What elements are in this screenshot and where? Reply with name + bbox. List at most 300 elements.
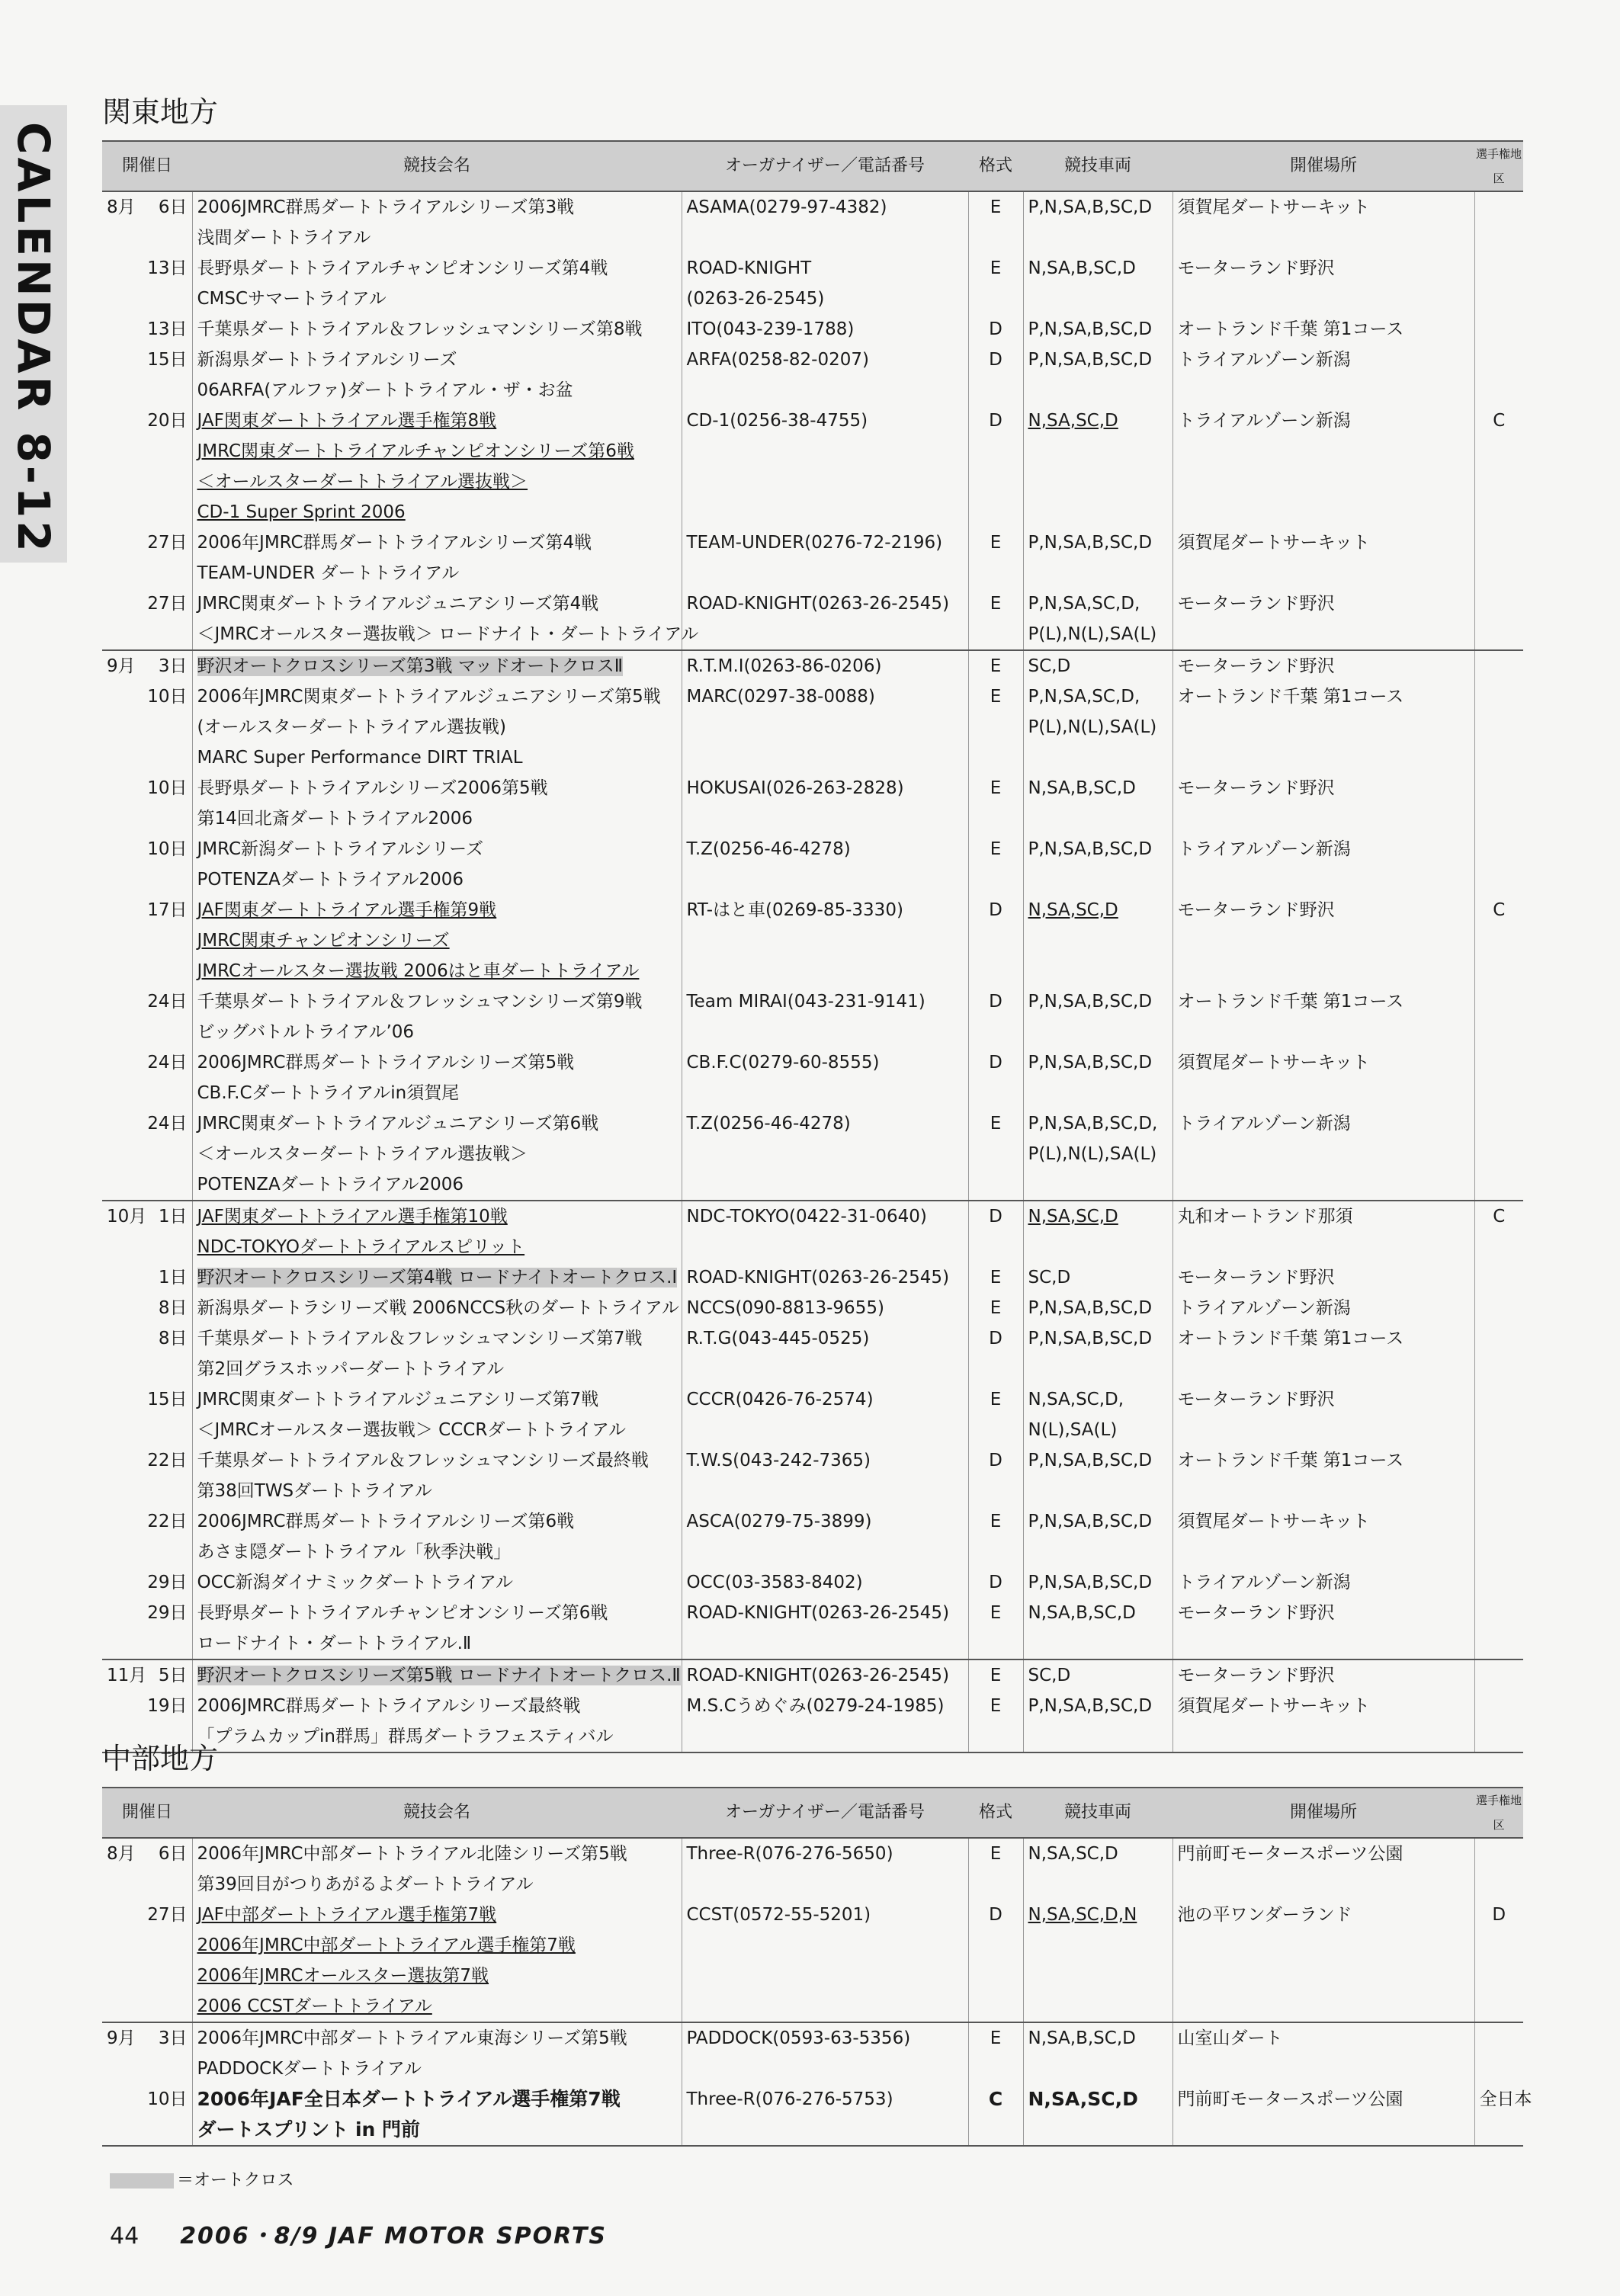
cell-date xyxy=(102,1384,192,1445)
cell-event xyxy=(192,1838,682,1900)
cell-day: 3日 xyxy=(158,2028,188,2048)
cell-day: 5日 xyxy=(158,1666,188,1685)
event-name-line: 2006JMRC群馬ダートトライアルシリーズ第5戦 xyxy=(197,1053,575,1073)
event-name-line: ＜オールスターダートトライアル選抜戦＞ xyxy=(197,1144,528,1164)
event-name-line: 2006年JMRCオールスター選抜第7戦 xyxy=(197,1966,489,1986)
table-row xyxy=(102,588,1523,650)
cell-day: 24日 xyxy=(147,992,188,1012)
cell-venue: モーターランド野沢 xyxy=(1172,1384,1474,1445)
event-name-line: PADDOCKダートトライアル xyxy=(197,2059,422,2079)
cell-format: D xyxy=(968,1567,1023,1598)
cell-event xyxy=(192,1108,682,1201)
event-name-line xyxy=(197,1660,681,1691)
organizer-line: CB.F.C(0279-60-8555) xyxy=(686,1053,880,1073)
cell-month: 11月 xyxy=(107,1666,147,1685)
cell-format: D xyxy=(968,895,1023,986)
event-name-line: 長野県ダートトライアルチャンピオンシリーズ第6戦 xyxy=(197,1603,608,1623)
cell-day: 1日 xyxy=(158,1268,188,1287)
cell-region xyxy=(1474,1108,1523,1201)
cell-vehicles xyxy=(1023,1262,1172,1293)
cell-day: 17日 xyxy=(147,900,188,920)
cell-region xyxy=(1474,314,1523,345)
autocross-highlight: 野沢オートクロスシリーズ第3戦 マッドオートクロスⅡ xyxy=(197,656,624,676)
cell-venue: オートランド千葉 第1コース xyxy=(1172,986,1474,1047)
cell-venue: トライアルゾーン新潟 xyxy=(1172,1108,1474,1201)
cell-event xyxy=(192,253,682,314)
vehicle-line: N,SA,SC,D,N xyxy=(1028,1905,1137,1925)
autocross-highlight: 野沢オートクロスシリーズ第5戦 ロードナイトオートクロス.Ⅱ xyxy=(197,1666,681,1685)
vehicle-line: N,SA,SC,D xyxy=(1028,900,1118,920)
cell-event xyxy=(192,528,682,588)
vehicle-line: P,N,SA,B,SC,D xyxy=(1028,1573,1153,1592)
cell-format: E xyxy=(968,1838,1023,1900)
cell-date xyxy=(102,1567,192,1598)
table-row xyxy=(102,986,1523,1047)
cell-event xyxy=(192,834,682,895)
cell-organizer xyxy=(682,1108,968,1201)
vehicle-line: N,SA,SC,D, xyxy=(1028,1390,1124,1409)
legend xyxy=(110,2169,294,2192)
cell-region xyxy=(1474,253,1523,314)
event-name-line: ＜JMRCオールスター選抜戦＞ CCCRダートトライアル xyxy=(197,1420,627,1440)
cell-event xyxy=(192,314,682,345)
event-name-line: 新潟県ダートラシリーズ戦 2006NCCS秋のダートトライアル xyxy=(197,1298,679,1318)
cell-date xyxy=(102,773,192,834)
cell-format: E xyxy=(968,191,1023,253)
cell-event xyxy=(192,588,699,650)
cell-format: E xyxy=(968,1506,1023,1567)
cell-organizer xyxy=(682,1598,968,1659)
organizer-line: ASCA(0279-75-3899) xyxy=(686,1512,872,1531)
table-row xyxy=(102,2084,1523,2146)
cell-month: 8月 xyxy=(107,197,136,217)
cell-vehicles xyxy=(1023,1293,1172,1323)
event-name-line: 2006JMRC群馬ダートトライアルシリーズ最終戦 xyxy=(197,1696,581,1716)
table-row xyxy=(102,1108,1523,1201)
vehicle-line: P,N,SA,SC,D, xyxy=(1028,687,1140,707)
event-name-line: CMSCサマートライアル xyxy=(197,289,387,309)
event-name-line: 第39回目がつりあがるよダートトライアル xyxy=(197,1874,534,1894)
event-name-line: ＜オールスターダートトライアル選抜戦＞ xyxy=(197,472,528,492)
cell-vehicles xyxy=(1023,2022,1172,2084)
cell-region xyxy=(1474,1293,1523,1323)
cell-event xyxy=(192,191,682,253)
cell-day: 19日 xyxy=(147,1696,188,1716)
event-name-line: MARC Super Performance DIRT TRIAL xyxy=(197,748,523,768)
cell-day: 20日 xyxy=(147,411,188,431)
vehicle-line: P,N,SA,B,SC,D, xyxy=(1028,1114,1158,1134)
organizer-line: R.T.G(043-445-0525) xyxy=(686,1329,870,1348)
cell-format: E xyxy=(968,834,1023,895)
cell-date xyxy=(102,2022,192,2084)
header-format: 格式 xyxy=(968,1788,1023,1838)
cell-format: D xyxy=(968,1047,1023,1108)
cell-vehicles xyxy=(1023,314,1172,345)
event-name-line: JAF中部ダートトライアル選手権第7戦 xyxy=(197,1905,497,1925)
event-name-line: (オールスターダートトライアル選抜戦) xyxy=(197,717,506,737)
cell-venue: オートランド千葉 第1コース xyxy=(1172,1445,1474,1506)
cell-venue: 須賀尾ダートサーキット xyxy=(1172,1506,1474,1567)
organizer-line: ROAD-KNIGHT(0263-26-2545) xyxy=(686,1666,950,1685)
cell-venue: モーターランド野沢 xyxy=(1172,650,1474,681)
cell-day: 27日 xyxy=(147,533,188,553)
cell-month: 8月 xyxy=(107,1844,136,1864)
vehicle-line: P,N,SA,B,SC,D xyxy=(1028,350,1153,370)
vehicle-line: P,N,SA,B,SC,D xyxy=(1028,1696,1153,1716)
cell-date xyxy=(102,191,192,253)
event-name-line: 第38回TWSダートトライアル xyxy=(197,1481,432,1501)
event-name-line: CD-1 Super Sprint 2006 xyxy=(197,502,406,522)
cell-date xyxy=(102,1659,192,1691)
event-name-line xyxy=(197,1262,677,1293)
chubu-table xyxy=(102,1787,1532,2147)
cell-format: E xyxy=(968,1108,1023,1201)
cell-venue: 山室山ダート xyxy=(1172,2022,1474,2084)
cell-venue: 須賀尾ダートサーキット xyxy=(1172,191,1474,253)
cell-vehicles xyxy=(1023,191,1172,253)
organizer-line: T.Z(0256-46-4278) xyxy=(686,839,851,859)
table-row xyxy=(102,773,1523,834)
cell-day: 24日 xyxy=(147,1114,188,1134)
cell-vehicles xyxy=(1023,253,1172,314)
legend-text: ＝オートクロス xyxy=(177,2171,294,2190)
cell-venue: 門前町モータースポーツ公園 xyxy=(1172,1838,1474,1900)
header-event: 競技会名 xyxy=(192,1788,682,1838)
event-name-line: JAF関東ダートトライアル選手権第8戦 xyxy=(197,411,497,431)
cell-organizer xyxy=(682,1384,968,1445)
cell-region xyxy=(1474,528,1523,588)
cell-vehicles xyxy=(1023,895,1172,986)
cell-format: E xyxy=(968,1659,1023,1691)
cell-region: C xyxy=(1474,406,1523,528)
organizer-line: PADDOCK(0593-63-5356) xyxy=(686,2028,911,2048)
cell-vehicles xyxy=(1023,528,1172,588)
cell-date xyxy=(102,895,192,986)
cell-organizer xyxy=(682,1323,968,1384)
cell-venue: モーターランド野沢 xyxy=(1172,253,1474,314)
event-name-line: JMRC関東ダートトライアルチャンピオンシリーズ第6戦 xyxy=(197,441,634,461)
event-name-line: 2006年JMRC中部ダートトライアル東海シリーズ第5戦 xyxy=(197,2028,627,2048)
cell-day: 22日 xyxy=(147,1451,188,1470)
cell-region xyxy=(1474,1445,1523,1506)
cell-venue: オートランド千葉 第1コース xyxy=(1172,314,1474,345)
organizer-line: M.S.Cうめぐみ(0279-24-1985) xyxy=(686,1696,945,1716)
table-row xyxy=(102,834,1523,895)
cell-region xyxy=(1474,773,1523,834)
cell-vehicles xyxy=(1023,1567,1172,1598)
cell-vehicles xyxy=(1023,1838,1172,1900)
cell-event xyxy=(192,1262,682,1293)
cell-date xyxy=(102,253,192,314)
table-row xyxy=(102,1445,1523,1506)
cell-region: C xyxy=(1474,1201,1523,1262)
organizer-line: (0263-26-2545) xyxy=(686,289,825,309)
cell-day: 27日 xyxy=(147,1905,188,1925)
cell-vehicles xyxy=(1023,345,1172,406)
event-name-line: NDC-TOKYOダートトライアルスピリット xyxy=(197,1237,525,1257)
cell-region xyxy=(1474,1323,1523,1384)
cell-vehicles xyxy=(1023,1506,1172,1567)
vehicle-line: N,SA,SC,D xyxy=(1028,2088,1138,2110)
cell-vehicles xyxy=(1023,1047,1172,1108)
cell-format: E xyxy=(968,1384,1023,1445)
cell-vehicles xyxy=(1023,650,1172,681)
cell-date xyxy=(102,1598,192,1659)
vehicle-line: N,SA,SC,D xyxy=(1028,1207,1118,1227)
vehicle-line: P(L),N(L),SA(L) xyxy=(1028,717,1157,737)
table-row xyxy=(102,253,1523,314)
cell-date xyxy=(102,986,192,1047)
cell-organizer xyxy=(682,528,968,588)
event-name-line: 2006年JMRC群馬ダートトライアルシリーズ第4戦 xyxy=(197,533,592,553)
cell-day: 10日 xyxy=(147,687,188,707)
event-name-line: POTENZAダートトライアル2006 xyxy=(197,870,464,890)
header-venue: 開催場所 xyxy=(1172,141,1474,191)
cell-date xyxy=(102,681,192,773)
table-row xyxy=(102,895,1523,986)
event-name-line: あさま隠ダートトライアル「秋季決戦」 xyxy=(197,1542,512,1562)
table-row xyxy=(102,650,1523,681)
cell-format: E xyxy=(968,681,1023,773)
event-name-line: JAF関東ダートトライアル選手権第9戦 xyxy=(197,900,497,920)
event-name-line: 2006年JMRC関東ダートトライアルジュニアシリーズ第5戦 xyxy=(197,687,661,707)
cell-vehicles xyxy=(1023,834,1172,895)
cell-region xyxy=(1474,1262,1523,1293)
table-row xyxy=(102,1900,1523,2022)
organizer-line: NCCS(090-8813-9655) xyxy=(686,1298,884,1318)
cell-format: D xyxy=(968,314,1023,345)
cell-vehicles xyxy=(1023,406,1172,528)
vehicle-line: P,N,SA,SC,D, xyxy=(1028,594,1140,614)
event-name-line: 2006JMRC群馬ダートトライアルシリーズ第3戦 xyxy=(197,197,575,217)
chubu-section xyxy=(102,1740,1532,2147)
cell-organizer xyxy=(682,650,968,681)
cell-format: D xyxy=(968,986,1023,1047)
vehicle-line: P(L),N(L),SA(L) xyxy=(1028,1144,1157,1164)
organizer-line: ROAD-KNIGHT xyxy=(686,258,812,278)
vehicle-line: N,SA,B,SC,D xyxy=(1028,1603,1136,1623)
vehicle-line: P,N,SA,B,SC,D xyxy=(1028,319,1153,339)
cell-region xyxy=(1474,191,1523,253)
event-name-line: 新潟県ダートトライアルシリーズ xyxy=(197,350,457,370)
event-name-line: JMRC関東ダートトライアルジュニアシリーズ第6戦 xyxy=(197,1114,599,1134)
cell-event xyxy=(192,1598,682,1659)
event-name-line: TEAM-UNDER ダートトライアル xyxy=(197,563,460,583)
header-venue: 開催場所 xyxy=(1172,1788,1474,1838)
cell-format: D xyxy=(968,406,1023,528)
event-name-line: 2006年JMRC中部ダートトライアル選手権第7戦 xyxy=(197,1935,576,1955)
cell-venue: 須賀尾ダートサーキット xyxy=(1172,528,1474,588)
organizer-line: TEAM-UNDER(0276-72-2196) xyxy=(686,533,943,553)
kanto-table xyxy=(102,140,1523,1753)
cell-vehicles xyxy=(1023,1900,1172,2022)
table-row xyxy=(102,1384,1523,1445)
organizer-line: CD-1(0256-38-4755) xyxy=(686,411,868,431)
cell-region xyxy=(1474,1598,1523,1659)
table-row xyxy=(102,345,1523,406)
cell-vehicles xyxy=(1023,681,1172,773)
table-row xyxy=(102,1659,1523,1691)
organizer-line: T.W.S(043-242-7365) xyxy=(686,1451,871,1470)
cell-day: 10日 xyxy=(147,2089,188,2109)
header-vehicles: 競技車両 xyxy=(1023,1788,1172,1838)
cell-organizer xyxy=(682,986,968,1047)
cell-vehicles xyxy=(1023,1659,1172,1691)
cell-region xyxy=(1474,1047,1523,1108)
table-row xyxy=(102,528,1523,588)
cell-event xyxy=(192,1201,682,1262)
event-name-line: POTENZAダートトライアル2006 xyxy=(197,1175,464,1194)
cell-format: D xyxy=(968,1900,1023,2022)
event-name-line: 2006年JAF全日本ダートトライアル選手権第7戦 xyxy=(197,2088,621,2110)
vehicle-line: SC,D xyxy=(1028,1268,1071,1287)
vehicle-line: N,SA,SC,D xyxy=(1028,411,1118,431)
header-organizer: オーガナイザー／電話番号 xyxy=(682,141,968,191)
cell-format: E xyxy=(968,1691,1023,1752)
event-name-line: ビッグバトルトライアル’06 xyxy=(197,1022,415,1042)
cell-date xyxy=(102,1201,192,1262)
cell-venue: トライアルゾーン新潟 xyxy=(1172,406,1474,528)
cell-organizer xyxy=(682,1838,968,1900)
cell-event xyxy=(192,1567,682,1598)
cell-format: E xyxy=(968,1598,1023,1659)
cell-vehicles xyxy=(1023,1598,1172,1659)
cell-organizer xyxy=(682,1262,968,1293)
publication-title: 2006・8/9 JAF MOTOR SPORTS xyxy=(180,2223,607,2250)
cell-day: 24日 xyxy=(147,1053,188,1073)
organizer-line: MARC(0297-38-0088) xyxy=(686,687,875,707)
cell-organizer xyxy=(682,681,968,773)
chubu-title: 中部地方 xyxy=(102,1742,219,1775)
table-row xyxy=(102,1506,1523,1567)
cell-region xyxy=(1474,1384,1523,1445)
cell-month: 10月 xyxy=(107,1207,147,1227)
cell-format: D xyxy=(968,1445,1023,1506)
cell-event xyxy=(192,2022,682,2084)
organizer-line: OCC(03-3583-8402) xyxy=(686,1573,863,1592)
cell-organizer xyxy=(682,1506,968,1567)
event-name-line: ロードナイト・ダートトライアル.Ⅱ xyxy=(197,1634,472,1653)
vehicle-line: N,SA,B,SC,D xyxy=(1028,778,1136,798)
cell-vehicles xyxy=(1023,1323,1172,1384)
cell-event xyxy=(192,895,682,986)
cell-date xyxy=(102,1838,192,1900)
organizer-line: Three-R(076-276-5650) xyxy=(686,1844,893,1864)
cell-date xyxy=(102,1108,192,1201)
organizer-line: Three-R(076-276-5753) xyxy=(686,2089,893,2109)
cell-format: D xyxy=(968,1201,1023,1262)
vehicle-line: N,SA,SC,D xyxy=(1028,1844,1118,1864)
event-name-line: 千葉県ダートトライアル＆フレッシュマンシリーズ第8戦 xyxy=(197,319,643,339)
cell-venue: 須賀尾ダートサーキット xyxy=(1172,1047,1474,1108)
cell-date xyxy=(102,650,192,681)
cell-date xyxy=(102,406,192,528)
vehicle-line: N(L),SA(L) xyxy=(1028,1420,1118,1440)
vehicle-line: P,N,SA,B,SC,D xyxy=(1028,992,1153,1012)
vehicle-line: P,N,SA,B,SC,D xyxy=(1028,839,1153,859)
cell-month: 9月 xyxy=(107,2028,136,2048)
vehicle-line: N,SA,B,SC,D xyxy=(1028,2028,1136,2048)
cell-organizer xyxy=(682,1293,968,1323)
cell-venue: オートランド千葉 第1コース xyxy=(1172,1323,1474,1384)
event-name-line: JAF関東ダートトライアル選手権第10戦 xyxy=(197,1207,508,1227)
table-header xyxy=(102,141,1523,191)
cell-region xyxy=(1474,1838,1523,1900)
event-name-line: JMRC新潟ダートトライアルシリーズ xyxy=(197,839,483,859)
event-name-line: 2006JMRC群馬ダートトライアルシリーズ第6戦 xyxy=(197,1512,575,1531)
vehicle-line: SC,D xyxy=(1028,656,1071,676)
cell-date xyxy=(102,2084,192,2146)
cell-vehicles xyxy=(1023,1384,1172,1445)
organizer-line: ITO(043-239-1788) xyxy=(686,319,855,339)
event-name-line: 長野県ダートトライアルシリーズ2006第5戦 xyxy=(197,778,548,798)
cell-event xyxy=(192,406,682,528)
cell-format: E xyxy=(968,253,1023,314)
table-row xyxy=(102,314,1523,345)
cell-format: E xyxy=(968,2022,1023,2084)
vehicle-line: P,N,SA,B,SC,D xyxy=(1028,1053,1153,1073)
table-row xyxy=(102,1262,1523,1293)
cell-vehicles xyxy=(1023,2084,1172,2146)
event-name-line: 浅間ダートトライアル xyxy=(197,228,371,248)
table-row xyxy=(102,1567,1523,1598)
cell-organizer xyxy=(682,2022,968,2084)
organizer-line: ASAMA(0279-97-4382) xyxy=(686,197,887,217)
organizer-line: RT-はと車(0269-85-3330) xyxy=(686,900,903,920)
header-date: 開催日 xyxy=(102,141,192,191)
vehicle-line: P(L),N(L),SA(L) xyxy=(1028,624,1157,644)
cell-region xyxy=(1474,345,1523,406)
organizer-line: CCST(0572-55-5201) xyxy=(686,1905,871,1925)
vehicle-line: P,N,SA,B,SC,D xyxy=(1028,1298,1153,1318)
header-organizer: オーガナイザー／電話番号 xyxy=(682,1788,968,1838)
cell-venue: トライアルゾーン新潟 xyxy=(1172,834,1474,895)
page-number: 44 xyxy=(110,2223,140,2250)
cell-month: 9月 xyxy=(107,656,136,676)
cell-day: 1日 xyxy=(158,1207,188,1227)
cell-venue: トライアルゾーン新潟 xyxy=(1172,1293,1474,1323)
event-name-line xyxy=(197,651,677,681)
cell-event xyxy=(192,1659,682,1691)
cell-date xyxy=(102,834,192,895)
cell-date xyxy=(102,1900,192,2022)
cell-format: D xyxy=(968,1323,1023,1384)
cell-date xyxy=(102,1506,192,1567)
header-event: 競技会名 xyxy=(192,141,682,191)
organizer-line: T.Z(0256-46-4278) xyxy=(686,1114,851,1134)
cell-vehicles xyxy=(1023,1108,1172,1201)
autocross-highlight: 野沢オートクロスシリーズ第4戦 ロードナイトオートクロス.Ⅰ xyxy=(197,1268,678,1287)
cell-organizer xyxy=(682,1201,968,1262)
cell-format: E xyxy=(968,650,1023,681)
cell-event xyxy=(192,773,682,834)
cell-format: D xyxy=(968,345,1023,406)
cell-event xyxy=(192,1445,682,1506)
cell-format: E xyxy=(968,528,1023,588)
cell-venue: モーターランド野沢 xyxy=(1172,1262,1474,1293)
cell-venue: 池の平ワンダーランド xyxy=(1172,1900,1474,2022)
cell-date xyxy=(102,1293,192,1323)
cell-region xyxy=(1474,834,1523,895)
cell-organizer xyxy=(682,895,968,986)
table-row xyxy=(102,681,1523,773)
cell-date xyxy=(102,1323,192,1384)
table-header xyxy=(102,1788,1523,1838)
vehicle-line: P,N,SA,B,SC,D xyxy=(1028,197,1153,217)
cell-venue: 須賀尾ダートサーキット xyxy=(1172,1691,1474,1752)
event-name-line: 第14回北斎ダートトライアル2006 xyxy=(197,809,473,829)
cell-date xyxy=(102,1047,192,1108)
